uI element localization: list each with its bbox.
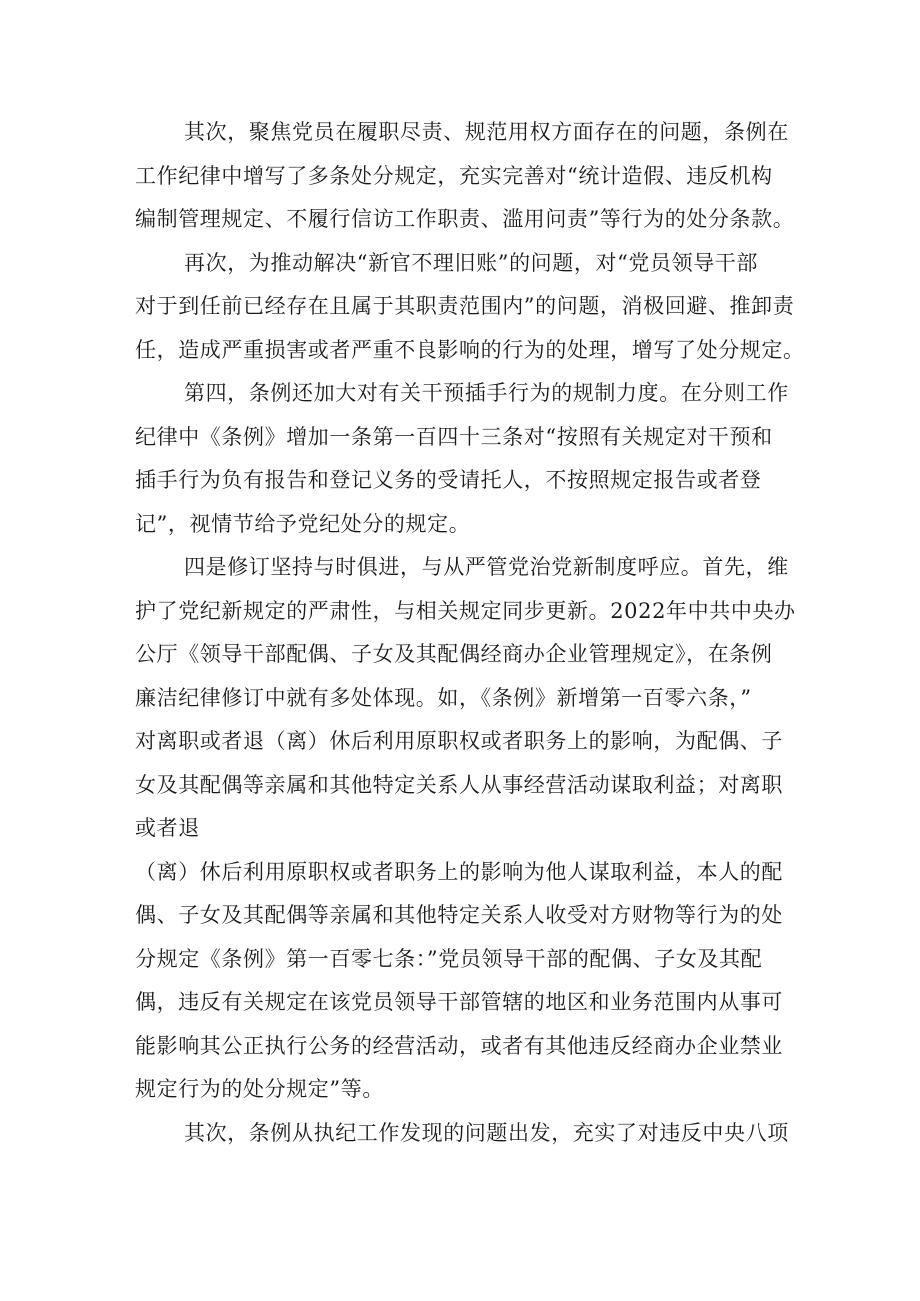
text-line: 第四，条例还加大对有关干预插手行为的规制力度。在分则工作 xyxy=(184,381,789,405)
text-line: 能影响其公正执行公务的经营活动，或者有其他违反经商办企业禁业 xyxy=(135,1034,783,1058)
text-line: 规定行为的处分规定”等。 xyxy=(135,1077,384,1101)
text-line: 记”，视情节给予党纪处分的规定。 xyxy=(135,512,471,536)
text-line: 其次，聚焦党员在履职尽责、规范用权方面存在的问题，条例在 xyxy=(184,120,789,144)
text-line: 廉洁纪律修订中就有多处体现。如，《条例》新增第一百零六条，” xyxy=(135,686,752,710)
text-line: 护了党纪新规定的严肃性，与相关规定同步更新。2022年中共中央办 xyxy=(135,599,796,623)
text-line: 公厅《领导干部配偶、子女及其配偶经商办企业管理规定》，在条例 xyxy=(135,642,773,666)
text-line: （离）休后利用原职权或者职务上的影响为他人谋取利益，本人的配 xyxy=(135,860,783,884)
text-line: 对离职或者退（离）休后利用原职权或者职务上的影响，为配偶、子 xyxy=(135,729,783,753)
text-line: 对于到任前已经存在且属于其职责范围内”的问题，消极回避、推卸责 xyxy=(135,294,795,318)
text-line: 插手行为负有报告和登记义务的受请托人，不按照规定报告或者登 xyxy=(135,468,762,492)
text-line: 其次，条例从执纪工作发现的问题出发，充实了对违反中央八项 xyxy=(184,1121,789,1145)
text-line: 四是修订坚持与时俱进，与从严管党治党新制度呼应。首先，维 xyxy=(184,555,789,579)
text-line: 任，造成严重损害或者严重不良影响的行为的处理，增写了处分规定。 xyxy=(135,338,805,362)
text-line: 女及其配偶等亲属和其他特定关系人从事经营活动谋取利益；对离职 xyxy=(135,773,783,797)
text-line: 偶，违反有关规定在该党员领导干部管辖的地区和业务范围内从事可 xyxy=(135,990,783,1014)
text-line: 偶、子女及其配偶等亲属和其他特定关系人收受对方财物等行为的处 xyxy=(135,903,783,927)
text-line: 或者退 xyxy=(135,816,200,840)
text-line: 纪律中《条例》增加一条第一百四十三条对“按照有关规定对干预和 xyxy=(135,425,773,449)
text-line: 工作纪律中增写了多条处分规定，充实完善对“统计造假、违反机构 xyxy=(135,164,773,188)
text-line: 分规定《条例》第一百零七条：”党员领导干部的配偶、子女及其配 xyxy=(135,947,763,971)
text-line: 编制管理规定、不履行信访工作职责、滥用问责”等行为的处分条款。 xyxy=(135,207,795,231)
text-line: 再次，为推动解决“新官不理旧账”的问题，对“党员领导干部 xyxy=(184,251,759,275)
